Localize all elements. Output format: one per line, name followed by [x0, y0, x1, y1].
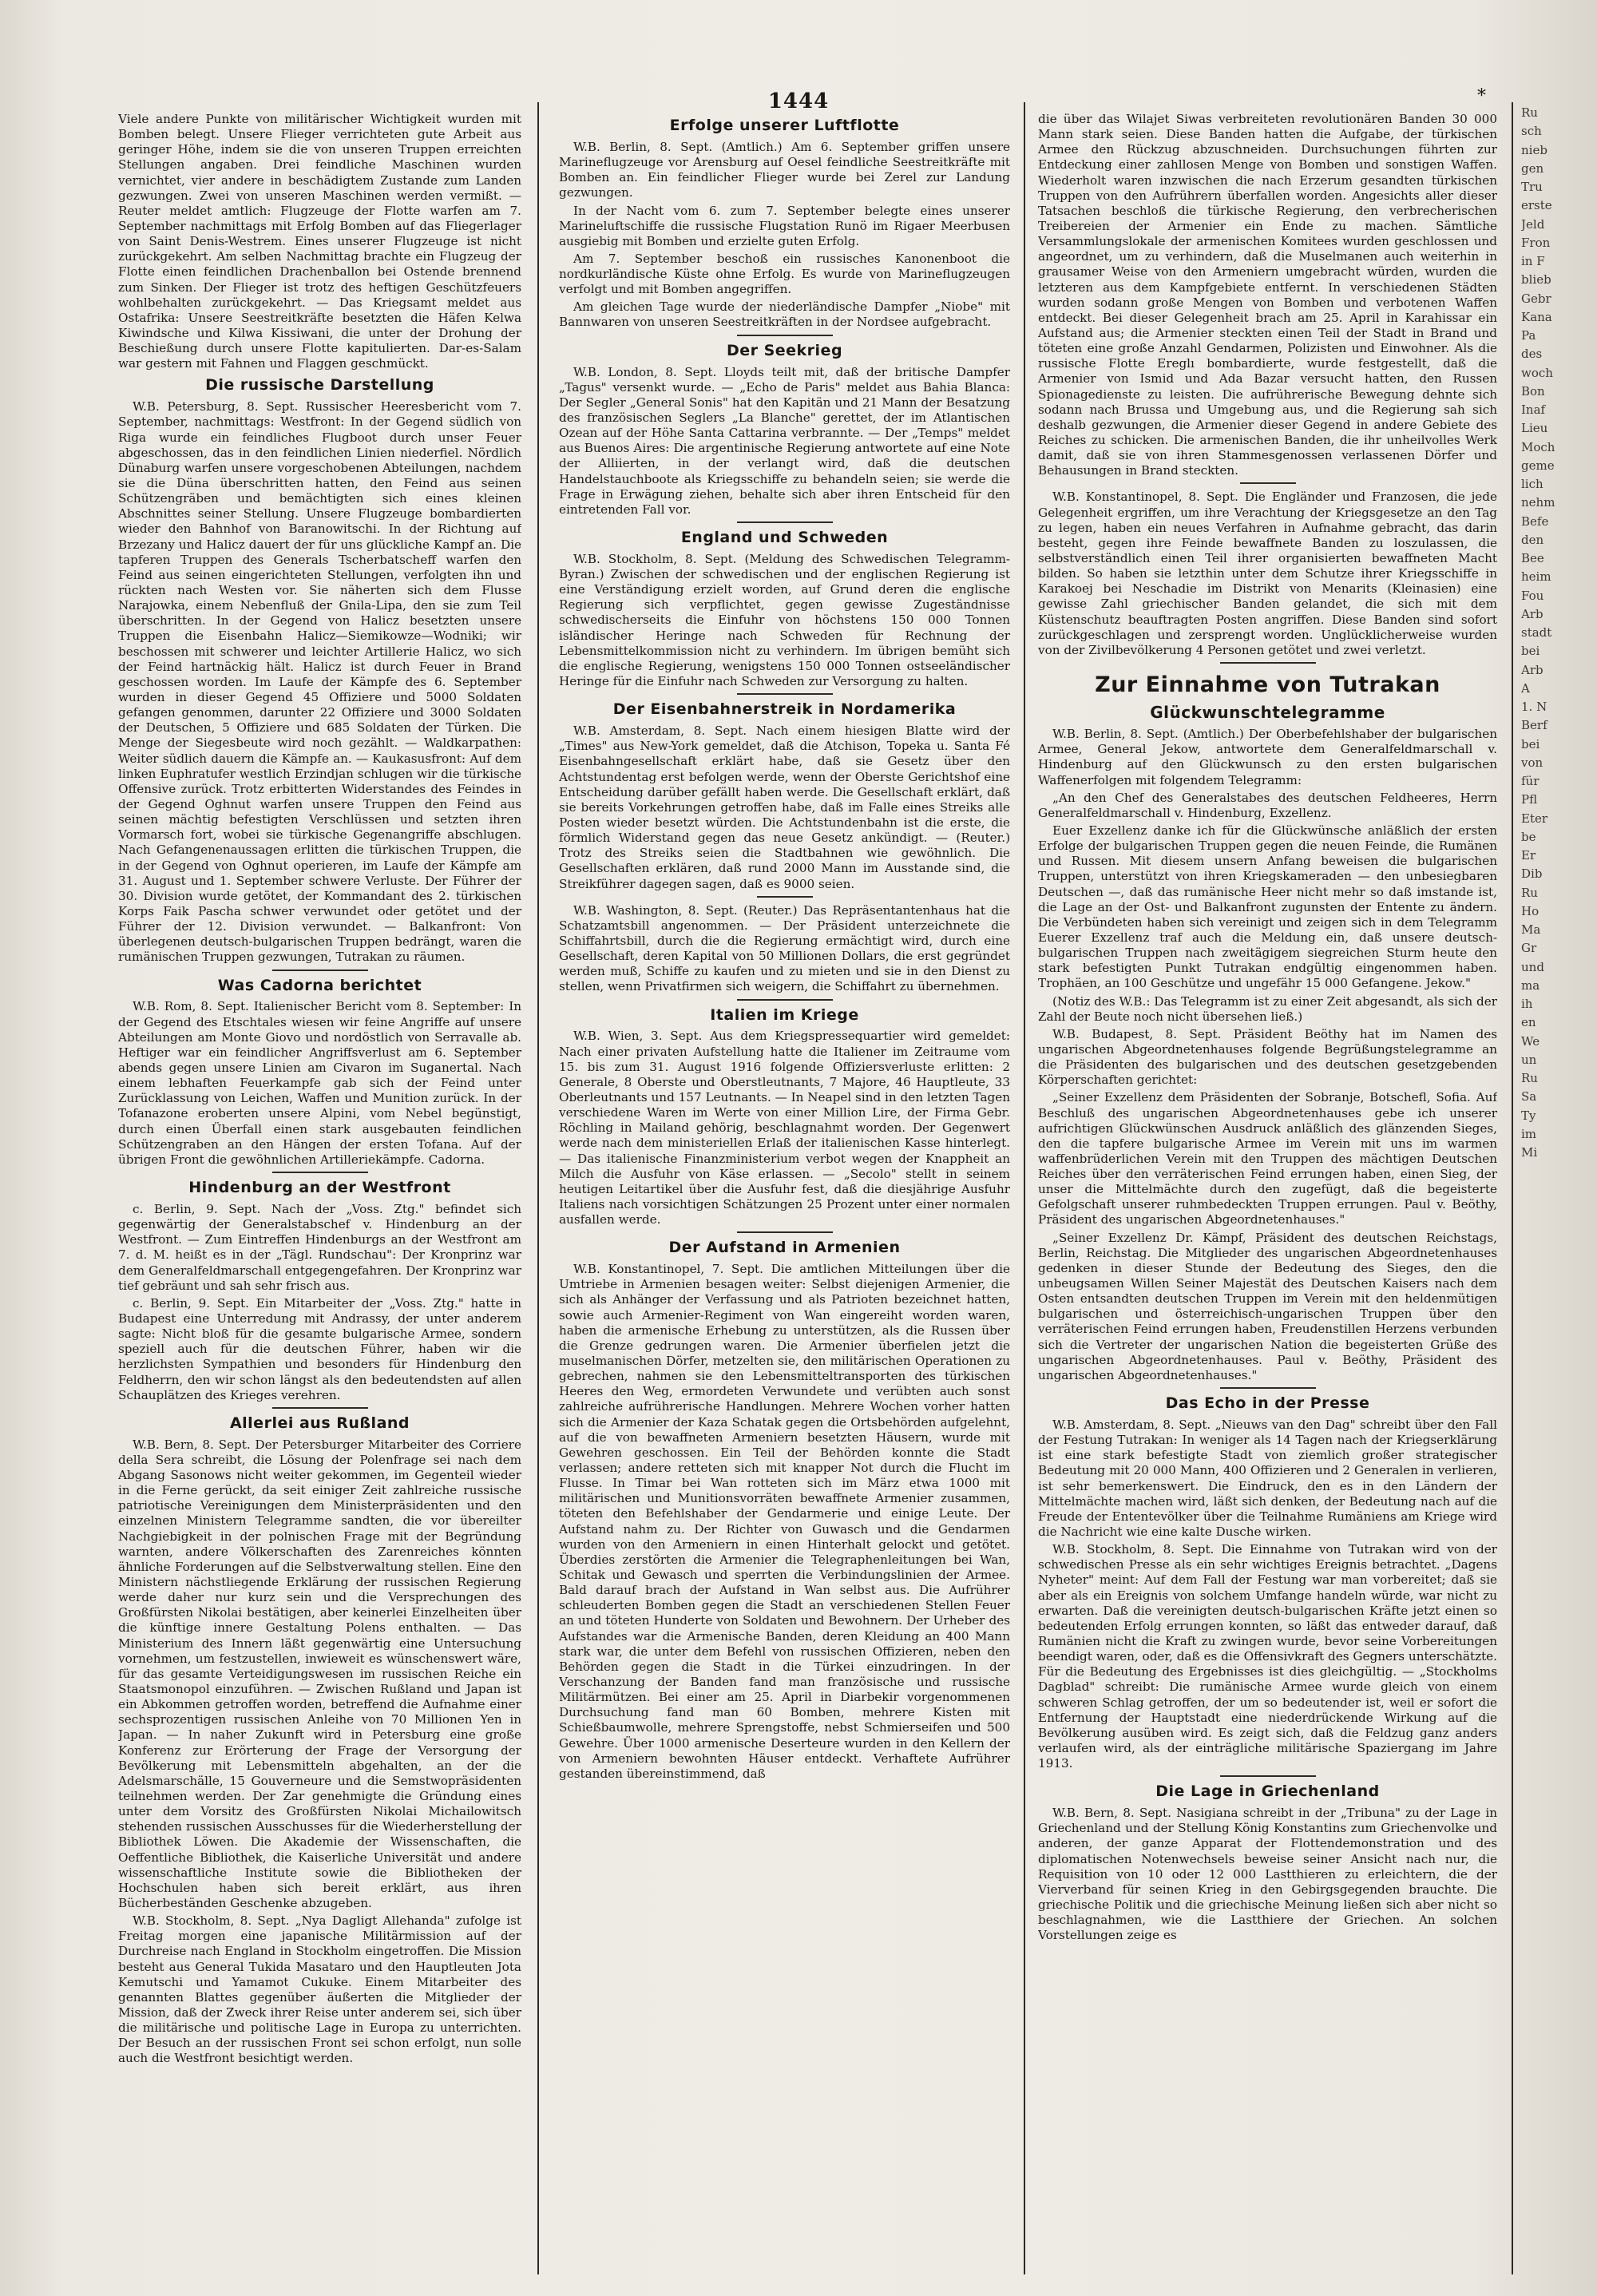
edge-fragment: blieb	[1521, 272, 1551, 287]
edge-fragment: Ru	[1521, 105, 1538, 120]
edge-fragment: nehm	[1521, 495, 1555, 510]
section-separator	[272, 1172, 368, 1173]
article-paragraph: W.B. Rom, 8. Sept. Italienischer Bericht vom 8. September: In der Gegend des Etschtales wiesen wir feine Angriffe auf unsere Abteilungen am Monte Giovo und nordöstlich von Serravalle ab. Heftiger war ein feindlicher Angriffsverlust am 6. September abends gegen unsere Linien am Civaron im Suganertal. Nach einem lebhaften Feuerkampfe gab sich der Feind unter Zurücklassung von Leichen, Waffen und Munition zurück. In der Tofanazone eroberten unsere Alpini, vom Nebel begünstigt, durch einen Überfall einen stark ausgebauten feindlichen Schützengraben an den Hängen der ersten Tofana. Auf der übrigen Front die gewöhnlichen Artilleriekämpfe. Cadorna.	[118, 999, 521, 1167]
article-paragraph: W.B. Bern, 8. Sept. Der Petersburger Mitarbeiter des Corriere della Sera schreibt, die Lösung der Polenfrage sei nach dem Abgang Sasonows nicht weiter gekommen, im Gegenteil wieder in die Ferne gerückt, da seit einiger Zeit zahlreiche russische patriotische Vereinigungen dem Ministerpräsidenten und den einzelnen Ministern Telegramme sandten, die vor übereilter Nachgiebigkeit in der polnischen Frage mit der Begründung warnten, andere Völkerschaften des Zarenreiches könnten ähnliche Forderungen auf die Selbstverwaltung stellen. Eine den Ministern nächstliegende Erklärung der russischen Regierung werde daher nur kurz sein und die Versprechungen des Großfürsten Nikolai bestätigen, aber keinerlei Einzelheiten über die künftige innere Gestaltung Polens enthalten. — Das Ministerium des Innern läßt gegenwärtig eine Untersuchung vornehmen, um festzustellen, inwieweit es wünschenswert wäre, für das gesamte Verteidigungswesen im russischen Reiche ein Staatsmonopol einzuführen. — Zwischen Rußland und Japan ist ein Abkommen getroffen worden, betreffend die Aufnahme einer sechsprozentigen russischen Anleihe von 70 Millionen Yen in Japan. — In naher Zukunft wird in Petersburg eine große Konferenz zur Erörterung der Frage der Versorgung der Bevölkerung mit Lebensmitteln abgehalten, an der die Adelsmarschälle, 15 Gouverneure und die Semstwopräsidenten teilnehmen werden. Der Zar genehmigte die Gründung eines unter dem Vorsitz des Großfürsten Nikolai Michailowitsch stehenden russischen Ausschusses für die Wiederherstellung der Bibliothek Löwen. Die Akademie der Wissenschaften, die Oeffentliche Bibliothek, die Kaiserliche Universität und andere wissenschaftliche Institute sowie die Bibliotheken der Hochschulen haben sich bereit erklärt, aus ihren Bücherbeständen Geschenke abzugeben.	[118, 1437, 521, 1910]
article-paragraph: Am 7. September beschoß ein russisches Kanonenboot die nordkurländische Küste ohne Erfolg. Es wurde von Marineflugzeugen verfolgt und mit Bomben angegriffen.	[559, 251, 1010, 297]
edge-fragment: heim	[1521, 569, 1551, 585]
article-subheading: Glückwunschtelegramme	[1150, 702, 1385, 722]
article-heading: Der Eisenbahnerstreik in Nordamerika	[612, 700, 957, 719]
edge-fragment: Pfl	[1521, 792, 1538, 807]
edge-fragment: Arb	[1521, 662, 1544, 677]
article-paragraph: W.B. London, 8. Sept. Lloyds teilt mit, daß der britische Dampfer „Tagus" versenkt wurde. — „Echo de Paris" meldet aus Bahia Blanca: Der Segler „General Sonis" hat den Kapitän und 21 Mann der Besatzung des französischen Seglers „La Blanche" gerettet, der im Atlantischen Ozean auf der Höhe Santa Cattarina verbrannte. — Der „Temps" meldet aus Buenos Aires: Die argentinische Regierung antwortete auf eine Note der Alliierten, in der verlangt wird, daß die deutschen Handelstauchboote als Kriegsschiffe zu behandeln seien; sie werde die Frage in Erwägung ziehen, behalte sich aber ihren Entscheid für den eintretenden Fall vor.	[559, 364, 1010, 517]
edge-fragment: Fron	[1521, 235, 1551, 250]
edge-fragment: Ty	[1521, 1108, 1536, 1123]
article-heading: Die russische Darstellung	[205, 376, 434, 395]
section-separator	[1220, 1775, 1316, 1777]
article-paragraph: „Seiner Exzellenz Dr. Kämpf, Präsident des deutschen Reichstags, Berlin, Reichstag. Die Mitglieder des ungarischen Abgeordnetenhauses gedenken in dieser Stunde der Bedeutung des Sieges, den die unbeugsamen Willen Seiner Majestät des Deutschen Kaisers nach dem Osten entsandten deutschen Truppen im Verein mit den heldenmütigen bulgarischen und österreichisch-ungarischen Truppen über den verräterischen Feind errungen haben, Freudenstillen Herzens verbunden sich die Vertreter der ungarischen Nation die begeisterten Grüße des ungarischen Abgeordnetenhauses. Paul v. Beöthy, Präsident des ungarischen Abgeordnetenhauses."	[1038, 1230, 1497, 1382]
article-heading: Erfolge unserer Luftflotte	[669, 117, 900, 134]
edge-fragment: Ru	[1521, 885, 1538, 900]
edge-fragment: Mi	[1521, 1145, 1538, 1160]
article-paragraph: Euer Exzellenz danke ich für die Glückwünsche anläßlich der ersten Erfolge der bulgarischen Truppen gegen die neuen Feinde, die Rumänen und Russen. Mit diesem unsern Anfang beweisen die bulgarischen Truppen, unterstützt von ihren Kriegskameraden — den unbesiegbaren Deutschen —, daß das rumänische Heer nicht mehr so daß imstande ist, die Lage an der Ost- und Balkanfront zugunsten der Entente zu ändern. Die Verbündeten haben sich vereinigt und zeigen sich in dem Telegramm Euerer Exzellenz traf auch die Meldung ein, daß unsere deutsch-bulgarischen Truppen nach zweitägigem siegreichen Sturm heute den stark befestigten Punkt Tutrakan endgültig eingenommen haben. Trophäen, an 100 Geschütze und ungefähr 15 000 Gefangene. Jekow."	[1038, 823, 1497, 991]
section-separator	[737, 999, 833, 1001]
edge-fragment: gen	[1521, 161, 1544, 176]
article-paragraph: Am gleichen Tage wurde der niederländische Dampfer „Niobe" mit Bannwaren von unseren Seestreitkräften in der Nordsee aufgebracht.	[559, 299, 1010, 330]
edge-fragment: A	[1521, 680, 1530, 696]
column-rule	[1512, 102, 1513, 2274]
edge-fragment: 1. N	[1521, 700, 1547, 714]
edge-fragment: ih	[1521, 997, 1533, 1011]
article-heading: Was Cadorna berichtet	[217, 976, 422, 994]
edge-fragment: und	[1521, 959, 1544, 974]
article-paragraph: W.B. Washington, 8. Sept. (Reuter.) Das Repräsentantenhaus hat die Schatzamtsbill angenommen. — Der Präsident unterzeichnete die Schiffahrtsbill, durch die die Regierung ermächtigt wird, durch eine Gesellschaft, deren Kapital von 50 Millionen Dollars, die erst gegründet werden muß, Schiffe zu kaufen und zu mieten und sie in den Dienst zu stellen, wenn Privatfirmen sich weigern, die Schiffahrt zu übernehmen.	[559, 902, 1010, 994]
article-paragraph: W.B. Stockholm, 8. Sept. (Meldung des Schwedischen Telegramm-Byran.) Zwischen der schwedischen und der englischen Regierung ist eine Verständigung erzielt worden, auf Grund deren die englische Regierung sich verpflichtet, gegen gewisse Zugeständnisse schwedischerseits die Einfuhr von höchstens 150 000 Tonnen isländischer Heringe nach Schweden für Rechnung der Lebensmittelkommission nicht zu verhindern. Im übrigen bemüht sich die englische Regierung, wenigstens 150 000 Tonnen ostseeländischer Heringe für die Einfuhr nach Schweden zur Versorgung zu halten.	[559, 551, 1010, 689]
article-paragraph: W.B. Amsterdam, 8. Sept. „Nieuws van den Dag" schreibt über den Fall der Festung Tutrakan: In weniger als 14 Tagen nach der Kriegserklärung ist eine stark befestigte Stadt von ziemlich großer strategischer Bedeutung mit 20 000 Mann, 400 Offizieren und 2 Generalen in verlieren, ist sehr bemerkenswert. Die Eindruck, den es in den Ländern der Mittelmächte machen wird, läßt sich denken, der Bedeutung nach auf die Freude der Ententevölker über die Teilnahme Rumäniens am Kriege wird die Nachricht wie eine kalte Dusche wirken.	[1038, 1417, 1497, 1539]
edge-fragment: von	[1521, 755, 1544, 770]
article-paragraph: W.B. Amsterdam, 8. Sept. Nach einem hiesigen Blatte wird der „Times" aus New-York gemeldet, daß die Atchison, Topeka u. Santa Fé Eisenbahngesellschaft erklärt habe, daß sie Gesetz über den Achtstundentag erst befolgen werde, wenn der Oberste Gerichtshof eine Entscheidung darüber gefällt haben werde. Die Gesellschaft erklärt, daß sie bereits Vorkehrungen getroffen habe, daß im Falle eines Streiks alle Posten wieder besetzt würden. Die Achtstundenbahn ist die erste, die förmlich Widerstand gegen das neue Gesetz ankündigt. — (Reuter.) Trotz des Streiks seien die Stadtbahnen wie gewöhnlich. Die Gesellschaften erklären, daß rund 2000 Mann im Ausstande sind, die Streikführer dagegen sagen, daß es 9000 seien.	[559, 724, 1010, 891]
edge-fragment: Gr	[1521, 941, 1537, 956]
edge-fragment: Ru	[1521, 1071, 1538, 1085]
section-separator	[737, 693, 833, 695]
edge-fragment: für	[1521, 774, 1540, 788]
section-separator	[737, 335, 833, 336]
edge-fragment: geme	[1521, 458, 1555, 473]
edge-fragment: sch	[1521, 124, 1542, 139]
article-paragraph: W.B. Bern, 8. Sept. Nasigiana schreibt in der „Tribuna" zu der Lage in Griechenland und der Stellung König Konstantins zum Griechenvolke und anderen, der ganze Apparat der Flottendemonstration und des diplomatischen Notenwechsels beweise seiner Ansicht nach nur, die Requisition von 10 oder 12 000 Lastthieren zu erleichtern, die der Vierverband für seinen Krieg in den Gebirgsgegenden brauchte. Die griechische Politik und die griechische Meinung ließen sich aber nicht so beschlagnahmen, wie die Lastthiere der Griechen. An solchen Vorstellungen zeige es	[1038, 1806, 1497, 1943]
article-paragraph: (Notiz des W.B.: Das Telegramm ist zu einer Zeit abgesandt, als sich der Zahl der Beute noch nicht übersehen ließ.)	[1038, 993, 1497, 1024]
edge-fragment: Er	[1521, 848, 1536, 862]
edge-fragment: in F	[1521, 254, 1545, 268]
article-heading: Hindenburg an der Westfront	[188, 1179, 451, 1197]
section-separator	[1220, 1387, 1316, 1389]
edge-fragment: Ho	[1521, 903, 1540, 918]
column-rule	[1024, 102, 1025, 2274]
article-paragraph: Viele andere Punkte von militärischer Wichtigkeit wurden mit Bomben belegt. Unsere Flieger verrichteten gute Arbeit aus geringer Höhe, indem sie die von unseren Truppen erreichten Stellungen angaben. Drei feindliche Maschinen wurden vernichtet, vier andere in beschädigtem Zustande zum Landen gezwungen. Zwei von unseren Maschinen werden vermißt. — Reuter meldet amtlich: Flugzeuge der Flotte warfen am 7. September nachmittags mit Erfolg Bomben auf das Fliegerlager von Saint Denis-Westrem. Eines unserer Flugzeuge ist nicht zurückgekehrt. Am selben Nachmittag brachte ein Flugzeug der Flotte einen feindlichen Drachenballon bei Ostende brennend zum Sinken. Der Flieger ist trotz des heftigen Geschützfeuers wohlbehalten zurückgekehrt. — Das Kriegsamt meldet aus Ostafrika: Unsere Seestreitkräfte besetzten die Häfen Kelwa Kiwindsche und Kilwa Kissiwani, die unter der Drohung der Beschießung durch unsere Flotte kapitulierten. Dar-es-Salam war gestern mit Fahnen und Flaggen geschmückt.	[118, 112, 521, 371]
section-separator	[757, 896, 813, 898]
edge-fragment: Sa	[1521, 1089, 1537, 1104]
section-separator	[737, 1231, 833, 1233]
edge-fragment: woch	[1521, 365, 1553, 380]
edge-fragment: Kana	[1521, 309, 1552, 324]
article-paragraph: W.B. Berlin, 8. Sept. (Amtlich.) Der Oberbefehlshaber der bulgarischen Armee, General Jekow, antwortete dem Generalfeldmarschall v. Hindenburg auf den Glückwunsch zu den ersten bulgarischen Waffenerfolgen mit folgendem Telegramm:	[1038, 727, 1497, 787]
article-paragraph: c. Berlin, 9. Sept. Nach der „Voss. Ztg." befindet sich gegenwärtig der Generalstabschef v. Hindenburg an der Westfront. — Zum Eintreffen Hindenburgs an der Westfront am 7. d. M. heißt es in der „Tägl. Rundschau": Der Kronprinz war dem Generalfeldmarschall entgegengefahren. Der Kronprinz war tief gebräunt und sah sehr frisch aus.	[118, 1201, 521, 1293]
edge-fragment: Jeld	[1521, 216, 1545, 232]
edge-fragment: We	[1521, 1033, 1540, 1049]
column-2	[559, 112, 1010, 2268]
edge-fragment: im	[1521, 1126, 1537, 1141]
section-separator	[272, 1407, 368, 1409]
article-paragraph: W.B. Konstantinopel, 8. Sept. Die Engländer und Franzosen, die jede Gelegenheit ergriffen, um ihre Verachtung der Kriegsgesetze an den Tag zu legen, haben ein neues Verfahren in Aufnahme gebracht, das darin besteht, gegen ihre Feinde bewaffnete Banden zu loszulassen, die selbstverständlich einen Teil ihrer organisierten bewaffneten Macht bilden. So haben sie letzthin unter dem Schutze ihrer Kriegsschiffe in Karakoej bei Neschadie im Distrikt von Menarits (Kleinasien) eine gewisse Zahl griechischer Banden gelandet, die sich mit dem Küstenschutz beauftragten Posten angriffen. Diese Banden sind sofort zurückgeschlagen und zersprengt worden. Unglücklicherweise wurden von der Zivilbevölkerung 4 Personen getötet und zwei verletzt.	[1038, 490, 1497, 657]
edge-fragment: Ma	[1521, 922, 1541, 937]
edge-fragment: erste	[1521, 198, 1552, 213]
article-paragraph: die über das Wilajet Siwas verbreiteten revolutionären Banden 30 000 Mann stark seien. Diese Banden hatten die Aufgabe, der türkischen Armee den Rückzug abzuschneiden. Durchsuchungen führten zur Entdeckung einer zahllosen Menge von Bomben und sonstigen Waffen. Wiederholt waren inzwischen die nach Erzerum gesandten türkischen Truppen von den Aufrührern überfallen worden. Angesichts aller dieser Tatsachen beschloß die türkische Regierung, den verbrecherischen Treibereien der Armenier ein Ende zu machen. Sämtliche Versammlungslokale der armenischen Komitees wurden geschlossen und angeordnet, um zu verhindern, daß die Muselmanen auch weiterhin in grausamer Weise von den Armeniern umgebracht würden, wurden die letzteren aus dem Kampfgebiete entfernt. In verschiedenen Städten wurden sodann große Mengen von Bomben und verbotenen Waffen entdeckt. Bei dieser Gelegenheit brach am 25. April in Karahissar ein Aufstand aus; die Armenier steckten einen Teil der Stadt in Brand und töteten eine große Anzahl Gendarmen, Polizisten und Einwohner. Als die russische Flotte Ereglı bombardierte, wurde festgestellt, daß die Armenier von Ismid und Ada Bazar versucht hatten, den Russen Spionagedienste zu leisten. Die aufrührerische Bewegung dehnte sich sodann nach Brussa und Umgebung aus, und die Regierung sah sich deshalb gezwungen, die Armenier dieser Gegend in andere Gebiete des Reiches zu schicken. Die armenischen Banden, die ihr unheilvolles Werk damit, daß sie von ihren Stammesgenossen verlassenen Dörfer und Behausungen in Brand steckten.	[1038, 112, 1497, 478]
edge-fragment: un	[1521, 1052, 1537, 1067]
edge-fragment: Moch	[1521, 439, 1555, 454]
article-paragraph: W.B. Petersburg, 8. Sept. Russischer Heeresbericht vom 7. September, nachmittags: Westfront: In der Gegend südlich von Riga wurde ein feindliches Flugboot durch unser Feuer abgeschossen, das in den feindlichen Linien niederfiel. Nördlich Dünaburg warfen unsere vorgeschobenen Abteilungen, nachdem sie die Düna überschritten hatten, den Feind aus seinen Schützengräben und bemächtigten sich eines kleinen Abschnittes seiner Stellung. Unsere Flugzeuge bombardierten wieder den Bahnhof von Baranowitschi. In der Richtung auf Brzezany und Halicz dauert der für uns glückliche Kampf an. Die tapferen Truppen des Generals Tscherbatscheff warfen den Feind aus seinen eingerichteten Stellungen, verfolgten ihn und rückten nach Westen vor. Sie näherten sich dem Flusse Narajowka, einem Nebenfluß der Gnila-Lipa, den sie zum Teil überschritten. In der Gegend von Halicz besetzten unsere Truppen die Eisenbahn Halicz—Siemikowze—Wodniki; wir beschossen mit schwerer und leichter Artillerie Halicz, wo sich der Feind hartnäckig hält. Halicz ist durch Feuer in Brand geschossen worden. Im Laufe der Kämpfe des 6. September wurden in dieser Gegend 45 Offiziere und 5000 Soldaten gefangen genommen, darunter 22 Offiziere und 3000 Soldaten der Deutschen, 5 Offiziere und 685 Soldaten der Türken. Die Menge der Siegesbeute wird noch gezählt. — Waldkarpathen: Weiter südlich dauern die Kämpfe an. — Kaukasusfront: Auf dem linken Euphratufer westlich Erzindjan schlugen wir die türkische Offensive zurück. Trotz erbitterten Widerstandes des Feindes in der Gegend Oghnut warfen unsere Truppen den Feind aus seinen mächtig befestigten Verschlüssen und setzten ihren Vormarsch fort, wobei sie türkische Gegenangriffe abschlugen. Nach Gefangenenaussagen erlitten die türkischen Truppen, die in der Gegend von Oghnut operieren, im Laufe der Kämpfe am 31. August und 1. September schwere Verluste. Der Führer der 30. Division wurde getötet, der Kommandant des 2. türkischen Korps Faik Pascha schwer verwundet oder getötet und der Führer der 12. Division verwundet. — Balkanfront: Von überlegenen deutsch-bulgarischen Truppen bedrängt, waren die rumänischen Truppen gezwungen, Tutrakan zu räumen.	[118, 399, 521, 965]
edge-fragment: lich	[1521, 477, 1544, 491]
edge-fragment: den	[1521, 532, 1544, 547]
adjacent-page-edge	[1521, 104, 1597, 2260]
edge-fragment: Bon	[1521, 383, 1545, 399]
article-heading: England und Schweden	[680, 528, 889, 546]
column-rule	[537, 102, 539, 2274]
column-1	[118, 112, 521, 2268]
section-separator	[1240, 482, 1296, 484]
article-paragraph: W.B. Budapest, 8. Sept. Präsident Beöthy hat im Namen des ungarischen Abgeordnetenhauses folgende Begrüßungstelegramme an die Präsidenten des bulgarischen und des deutschen gesetzgebenden Körperschaften gerichtet:	[1038, 1026, 1497, 1088]
article-heading: Das Echo in der Presse	[1165, 1394, 1370, 1413]
edge-fragment: ma	[1521, 977, 1540, 993]
edge-fragment: Pa	[1521, 328, 1536, 343]
edge-fragment: Inaf	[1521, 402, 1546, 417]
edge-fragment: stadt	[1521, 625, 1552, 640]
edge-fragment: Eter	[1521, 811, 1548, 826]
article-heading: Allerlei aus Rußland	[229, 1414, 410, 1432]
edge-fragment: Berf	[1521, 718, 1547, 733]
edge-fragment: Dib	[1521, 866, 1543, 882]
article-paragraph: W.B. Wien, 3. Sept. Aus dem Kriegspressequartier wird gemeldet: Nach einer privaten Aufstellung hatte die Italiener im Zeitraume vom 15. bis zum 31. August 1916 folgende Offiziersverluste erlitten: 2 Generale, 8 Oberste und Oberstleutnants, 7 Majore, 46 Hauptleute, 33 Oberleutnants und 157 Leutnants. — In Neapel sind in den letzten Tagen verschiedene Waren im Werte von einer Million Lire, der Firma Gebr. Röchling in Mailand gehörig, beschlagnahmt worden. Der Gegenwert werde nach dem ministeriellen Erlaß der italienischen Kasse hinterlegt. — Das italienische Finanzministerium verbot wegen der Knappheit an Milch die Ausfuhr von Käse erlassen. — „Secolo" stellt in seinem heutigen Leitartikel über die Ausfuhr fest, daß die diesjährige Ausfuhr Italiens nach vorsichtigen Schätzungen 25 Prozent unter einer normalen ausfallen werde.	[559, 1029, 1010, 1227]
article-paragraph: In der Nacht vom 6. zum 7. September belegte eines unserer Marineluftschiffe die russische Flugstation Runö im Rigaer Meerbusen ausgiebig mit Bomben und erzielte guten Erfolg.	[559, 203, 1010, 248]
article-paragraph: W.B. Stockholm, 8. Sept. „Nya Dagligt Allehanda" zufolge ist Freitag morgen eine japanische Militärmission auf der Durchreise nach England in Stockholm eingetroffen. Die Mission besteht aus General Tukida Masataro und den Hauptleuten Jota Kemutschi und Yamamot Cukuke. Einem Mitarbeiter des genannten Blattes gegenüber äußerten die Mitglieder der Mission, daß der Zweck ihrer Reise unter anderem sei, sich über die militärische und politische Lage in Europa zu unterrichten. Der Besuch an der russischen Front sei schon erfolgt, nun solle auch die Westfront besichtigt werden.	[118, 1913, 521, 2066]
edge-fragment: Arb	[1521, 606, 1544, 621]
edge-fragment: nieb	[1521, 142, 1547, 157]
article-heading: Italien im Kriege	[710, 1005, 859, 1024]
section-separator	[1220, 662, 1316, 664]
article-paragraph: „An den Chef des Generalstabes des deutschen Feldheeres, Herrn Generalfeldmarschall v. Hindenburg, Exzellenz.	[1038, 790, 1497, 820]
edge-fragment: Tru	[1521, 180, 1543, 194]
section-separator	[737, 521, 833, 523]
column-3	[1038, 112, 1497, 2268]
article-paragraph: „Seiner Exzellenz dem Präsidenten der Sobranje, Botschefl, Sofia. Auf Beschluß des ungarischen Abgeordnetenhauses gebe ich unserer aufrichtigen Glückwünschen Ausdruck anläßlich des glänzenden Sieges, den die tapfere bulgarische Armee im Verein mit uns im warmen waffenbrüderlichen Verein mit den Truppen des mächtigen Deutschen Reiches über den verräterischen Feind errungen haben, einen Sieg, der unser die Mittelmächte durch den zugefügt, daß die begeisterte Gefolgschaft unserer ruhmbedeckten Truppen errungen. Paul v. Beöthy, Präsident des ungarischen Abgeordnetenhauses."	[1038, 1090, 1497, 1227]
edge-fragment: en	[1521, 1015, 1536, 1030]
edge-fragment: be	[1521, 829, 1536, 844]
article-paragraph: c. Berlin, 9. Sept. Ein Mitarbeiter der „Voss. Ztg." hatte in Budapest eine Unterredung mit Andrassy, der unter anderem sagte: Nicht bloß für die gesamte bulgarische Armee, sondern speziell auch für die deutschen Führer, haben wir die herzlichsten Sympathien und besonders für Hindenburg den Feldherrn, den wir schon längst als den bedeutendsten auf allen Schauplätzen des Krieges verehren.	[118, 1295, 521, 1402]
article-heading: Die Lage in Griechenland	[1155, 1782, 1380, 1801]
corner-mark: *	[1477, 86, 1486, 106]
edge-fragment: Gebr	[1521, 291, 1551, 306]
article-heading: Der Aufstand in Armenien	[668, 1239, 901, 1257]
edge-fragment: Befe	[1521, 514, 1549, 529]
edge-fragment: des	[1521, 347, 1543, 362]
section-separator	[272, 970, 368, 971]
edge-fragment: bei	[1521, 736, 1540, 751]
article-paragraph: W.B. Konstantinopel, 7. Sept. Die amtlichen Mitteilungen über die Umtriebe in Armenien besagen weiter: Selbst diejenigen Armenier, die sich als Anhänger der Verfassung und als Patrioten bezeichnet hatten, sowie auch Armenier-Regiment von Wan eingereiht worden waren, haben die armenische Erhebung zu unterstützen, als die Russen über die Grenze gedrungen waren. Die Armenier überfielen jetzt die muselmanischen Dörfer, metzelten sie, den militärischen Operationen zu gebrechen, nahmen sie den Lebensmitteltransporten des türkischen Heeres den Weg, ermordeten Verwundete und verübten auch sonst zahlreiche aufrührerische Handlungen. Mehrere Wochen vorher hatten sich die Armenier der Kaza Schatak gegen die Ortsbehörden aufgelehnt, auf die von bewaffneten Armeniern besetzten Häusern, wurde mit Gewehren geschossen. Ein Teil der Behörden konnte die Stadt verlassen; andere retteten sich mit knapper Not durch die Flucht im Flusse. In Timar bei Wan rotteten sich im März etwa 1000 mit militärischen und Munitionsvorräten bewaffnete Armenier zusammen, töteten den Befehlshaber der Gendarmerie und einige Leute. Der Aufstand nahm zu. Der Richter von Guwasch und die Gendarmen wurden von den Armeniern in einen Hinterhalt gelockt und getötet. Überdies zerstörten die Armenier die Telegraphenleitungen bei Wan, Schitak und Gewasch und sperrten die Verbindungslinien der Armee. Bald darauf brach der Aufstand in Wan selbst aus. Die Aufrührer schleuderten Bomben gegen die Stadt an verschiedenen Stellen Feuer an und töteten Hunderte von Soldaten und Bewohnern. Der Urheber des Aufstandes war die Armenische Banden, deren Kleidung an 400 Mann stark war, die unter dem Befehl von russischen Offizieren, neben den Behörden gegen die Stadt in die Türkei einzudringen. In der Verschanzung der Banden fand man französische und russische Militärmützen. Bei einer am 25. April in Diarbekir vorgenommenen Durchsuchung fand man 60 Bomben, mehrere Kisten mit Schießbaumwolle, mehrere Sprengstoffe, nebst Schmierseifen und 500 Gewehre. Über 1000 armenische Deserteure wurden in den Kellern der von Armeniern bewohnten Häuser entdeckt. Verhaftete Aufrührer gestanden übereinstimmend, daß	[559, 1262, 1010, 1781]
article-paragraph: W.B. Berlin, 8. Sept. (Amtlich.) Am 6. September griffen unsere Marineflugzeuge vor Arensburg auf Oesel feindliche Seestreitkräfte mit Bomben an. Ein feindlicher Flieger wurde bei Zerel zur Landung gezwungen.	[559, 139, 1010, 200]
edge-fragment: bei	[1521, 644, 1540, 659]
article-heading: Der Seekrieg	[726, 341, 843, 359]
article-paragraph: W.B. Stockholm, 8. Sept. Die Einnahme von Tutrakan wird von der schwedischen Presse als ein sehr wichtiges Ereignis betrachtet. „Dagens Nyheter" meint: Auf dem Fall der Festung war man vorbereitet; daß sie aber als ein Ereignis von solchem Umfange handeln würde, war nicht zu erwarten. Daß die vereinigten deutsch-bulgarischen Kräfte jetzt einen so bedeutenden Erfolg errungen konnten, so läßt das entweder darauf, daß Rumänien nicht die Kraft zu zwingen wurde, bevor seine Vorbereitungen beendigt waren, oder, daß es die Offensivkraft des Gegners unterschätzte. Für die Bedeutung des Ergebnisses ist dies gleichgültig. — „Stockholms Dagblad" schreibt: Die rumänische Armee wurde gleich von einem schweren Schlag getroffen, der um so bedeutender ist, weil er sofort die Entfernung der Hauptstadt eine niederdrückende Wirkung auf die Bevölkerung ausüben wird. Es zeigt sich, daß die Feldzug ganz anders verlaufen wird, als der einträgliche militärische Spaziergang im Jahre 1913.	[1038, 1542, 1497, 1771]
edge-fragment: Bee	[1521, 551, 1544, 565]
article-heading: Zur Einnahme von Tutrakan	[1095, 672, 1440, 697]
page-number: 1444	[767, 89, 830, 113]
edge-fragment: Fou	[1521, 588, 1544, 603]
edge-fragment: Lieu	[1521, 421, 1548, 436]
